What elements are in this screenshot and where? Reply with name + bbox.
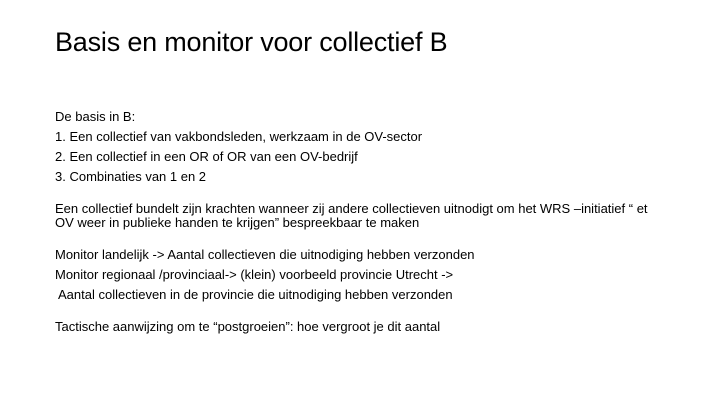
monitor-regional-detail: Aantal collectieven in de provincie die uitnodiging hebben verzonden — [58, 287, 453, 302]
basis-item-2: 2. Een collectief in een OR of OR van een OV-bedrijf — [55, 149, 358, 164]
collective-paragraph: Een collectief bundelt zijn krachten wanneer zij andere collectieven uitnodigt om het WRS –initiatief “ et OV weer in publieke handen te krijgen” bespreekbaar te maken — [55, 201, 648, 230]
monitor-national: Monitor landelijk -> Aantal collectieven die uitnodiging hebben verzonden — [55, 247, 475, 262]
basis-heading: De basis in B: — [55, 109, 136, 124]
basis-item-1: 1. Een collectief van vakbondsleden, werkzaam in de OV-sector — [55, 129, 423, 144]
spacer — [55, 187, 655, 199]
slide-title: Basis en monitor voor collectief B — [55, 27, 448, 57]
basis-item-3: 3. Combinaties van 1 en 2 — [55, 169, 207, 184]
spacer — [55, 233, 655, 245]
monitor-regional: Monitor regionaal /provinciaal-> (klein) voorbeeld provincie Utrecht -> — [55, 267, 454, 282]
spacer — [55, 305, 655, 317]
slide-body — [55, 107, 655, 337]
tactic-line: Tactische aanwijzing om te “postgroeien”: hoe vergroot je dit aantal — [55, 319, 441, 334]
